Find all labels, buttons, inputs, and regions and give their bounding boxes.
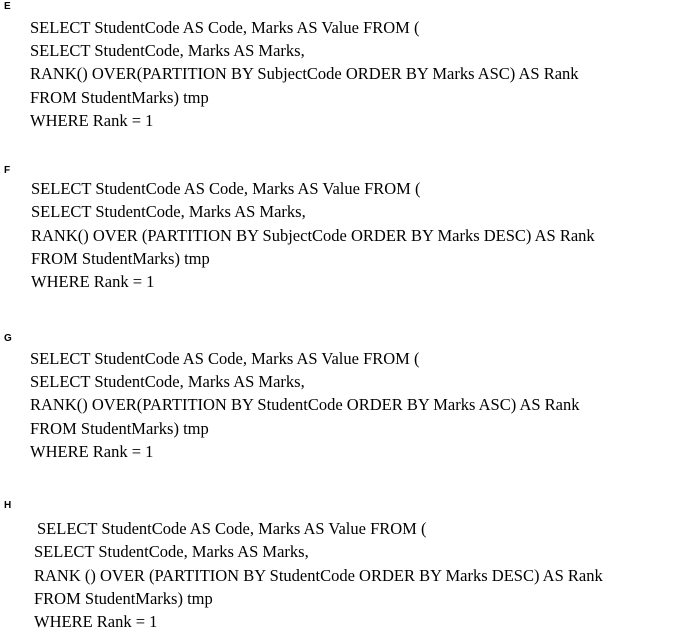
sql-line: RANK () OVER (PARTITION BY StudentCode ORDER BY Marks DESC) AS Rank (34, 566, 603, 585)
option-letter: H (4, 500, 12, 511)
sql-line: SELECT StudentCode AS Code, Marks AS Value FROM ( (37, 519, 427, 538)
sql-line: FROM StudentMarks) tmp (34, 589, 213, 608)
sql-line: SELECT StudentCode, Marks AS Marks, (34, 542, 309, 561)
sql-line: SELECT StudentCode, Marks AS Marks, (31, 202, 306, 221)
sql-line: FROM StudentMarks) tmp (31, 249, 210, 268)
sql-line: FROM StudentMarks) tmp (30, 419, 209, 438)
sql-line: SELECT StudentCode, Marks AS Marks, (30, 41, 305, 60)
option-letter: F (4, 165, 11, 176)
sql-line: SELECT StudentCode, Marks AS Marks, (30, 372, 305, 391)
sql-line: RANK() OVER(PARTITION BY StudentCode ORDER BY Marks ASC) AS Rank (30, 395, 580, 414)
option-letter: G (4, 333, 12, 344)
sql-line: RANK() OVER(PARTITION BY SubjectCode ORDER BY Marks ASC) AS Rank (30, 64, 579, 83)
sql-line: SELECT StudentCode AS Code, Marks AS Value FROM ( (31, 179, 421, 198)
sql-line: SELECT StudentCode AS Code, Marks AS Value FROM ( (30, 349, 420, 368)
sql-line: FROM StudentMarks) tmp (30, 88, 209, 107)
option-letter: E (4, 1, 11, 12)
sql-line: WHERE Rank = 1 (30, 111, 154, 130)
sql-line: WHERE Rank = 1 (31, 272, 155, 291)
sql-line: WHERE Rank = 1 (30, 442, 154, 461)
sql-line: SELECT StudentCode AS Code, Marks AS Value FROM ( (30, 18, 420, 37)
sql-line: RANK() OVER (PARTITION BY SubjectCode ORDER BY Marks DESC) AS Rank (31, 226, 595, 245)
sql-line: WHERE Rank = 1 (34, 612, 158, 631)
